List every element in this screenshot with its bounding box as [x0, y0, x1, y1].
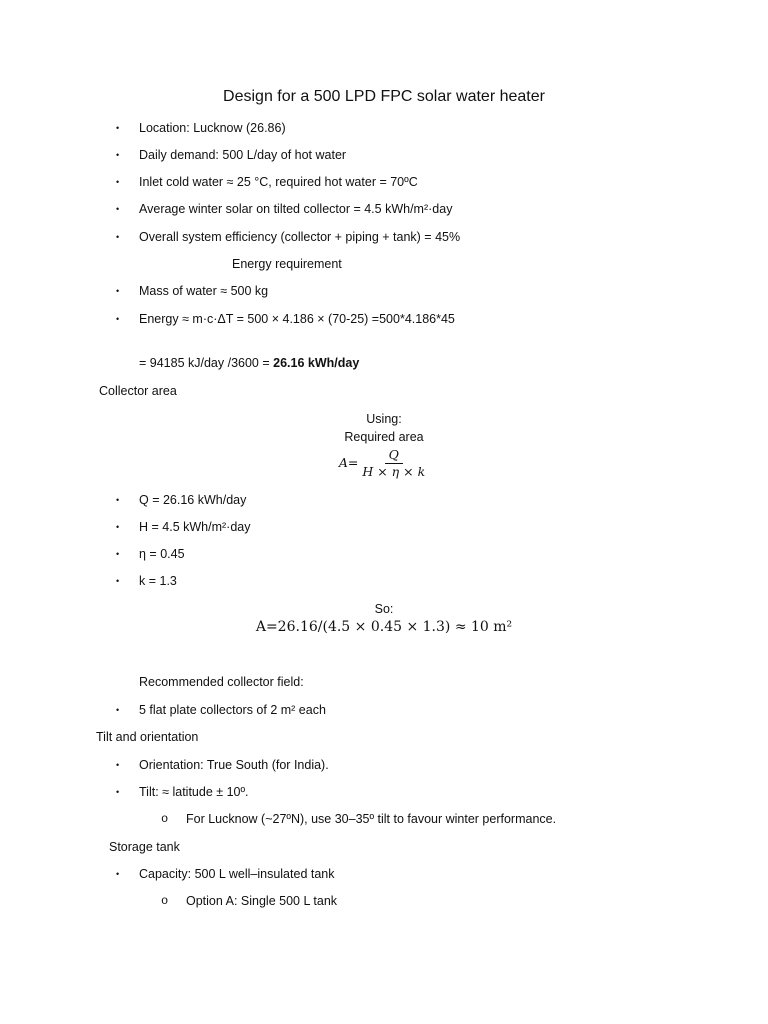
- list-item: 5 flat plate collectors of 2 m² each: [139, 703, 326, 717]
- list-item: Location: Lucknow (26.86): [139, 121, 286, 135]
- bullet-icon: •: [116, 787, 120, 797]
- bullet-icon: •: [116, 123, 120, 133]
- bullet-icon: •: [116, 177, 120, 187]
- recommended-heading: Recommended collector field:: [139, 675, 304, 689]
- sub-bullet-icon: o: [161, 812, 169, 826]
- sub-list-item: Option A: Single 500 L tank: [186, 894, 338, 908]
- formula-denominator: H × η × k: [362, 464, 426, 479]
- formula-fraction: [358, 447, 429, 480]
- document-title: Design for a 500 LPD FPC solar water heater: [223, 88, 545, 105]
- list-item: Energy ≈ m·c·ΔT = 500 × 4.186 × (70-25) =500*4.186*45: [139, 312, 455, 326]
- using-label: Using:: [366, 412, 402, 426]
- bullet-icon: •: [116, 576, 120, 586]
- bullet-icon: •: [116, 204, 120, 214]
- bullet-icon: •: [116, 705, 120, 715]
- list-item: Average winter solar on tilted collector = 4.5 kWh/m²·day: [139, 202, 453, 216]
- bullet-icon: •: [116, 522, 120, 532]
- energy-result: [139, 354, 359, 372]
- bullet-icon: •: [116, 495, 120, 505]
- list-item: η = 0.45: [139, 547, 185, 561]
- energy-result-prefix: = 94185 kJ/day /3600 =: [139, 356, 274, 370]
- list-item: Q = 26.16 kWh/day: [139, 493, 247, 507]
- required-area-label: Required area: [344, 430, 424, 444]
- formula-lhs: A=: [338, 455, 359, 470]
- sub-list-item: For Lucknow (~27ºN), use 30–35º tilt to favour winter performance.: [186, 812, 557, 826]
- so-label: So:: [374, 602, 394, 616]
- bullet-icon: •: [116, 549, 120, 559]
- formula-numerator: Q: [385, 447, 403, 464]
- list-item: k = 1.3: [139, 574, 177, 588]
- bullet-icon: •: [116, 286, 120, 296]
- list-item: Capacity: 500 L well–insulated tank: [139, 867, 335, 881]
- list-item: Orientation: True South (for India).: [139, 758, 329, 772]
- section-heading-collector: Collector area: [99, 384, 177, 398]
- list-item: Daily demand: 500 L/day of hot water: [139, 148, 347, 162]
- bullet-icon: •: [116, 869, 120, 879]
- section-heading-storage: Storage tank: [109, 840, 180, 854]
- sub-bullet-icon: o: [161, 894, 169, 908]
- area-formula: [0, 446, 768, 480]
- section-heading-tilt: Tilt and orientation: [96, 730, 199, 744]
- section-heading-energy: Energy requirement: [232, 257, 342, 271]
- bullet-icon: •: [116, 232, 120, 242]
- list-item: Mass of water ≈ 500 kg: [139, 284, 269, 298]
- bullet-icon: •: [116, 150, 120, 160]
- list-item: Overall system efficiency (collector + piping + tank) = 45%: [139, 230, 461, 244]
- bullet-icon: •: [116, 760, 120, 770]
- list-item: Tilt: ≈ latitude ± 10º.: [139, 785, 249, 799]
- energy-result-value: 26.16 kWh/day: [273, 356, 360, 370]
- list-item: H = 4.5 kWh/m²·day: [139, 520, 251, 534]
- list-item: Inlet cold water ≈ 25 °C, required hot water = 70ºC: [139, 175, 418, 189]
- bullet-icon: •: [116, 314, 120, 324]
- area-result-formula: A=26.16/(4.5 × 0.45 × 1.3) ≈ 10 m²: [255, 619, 513, 635]
